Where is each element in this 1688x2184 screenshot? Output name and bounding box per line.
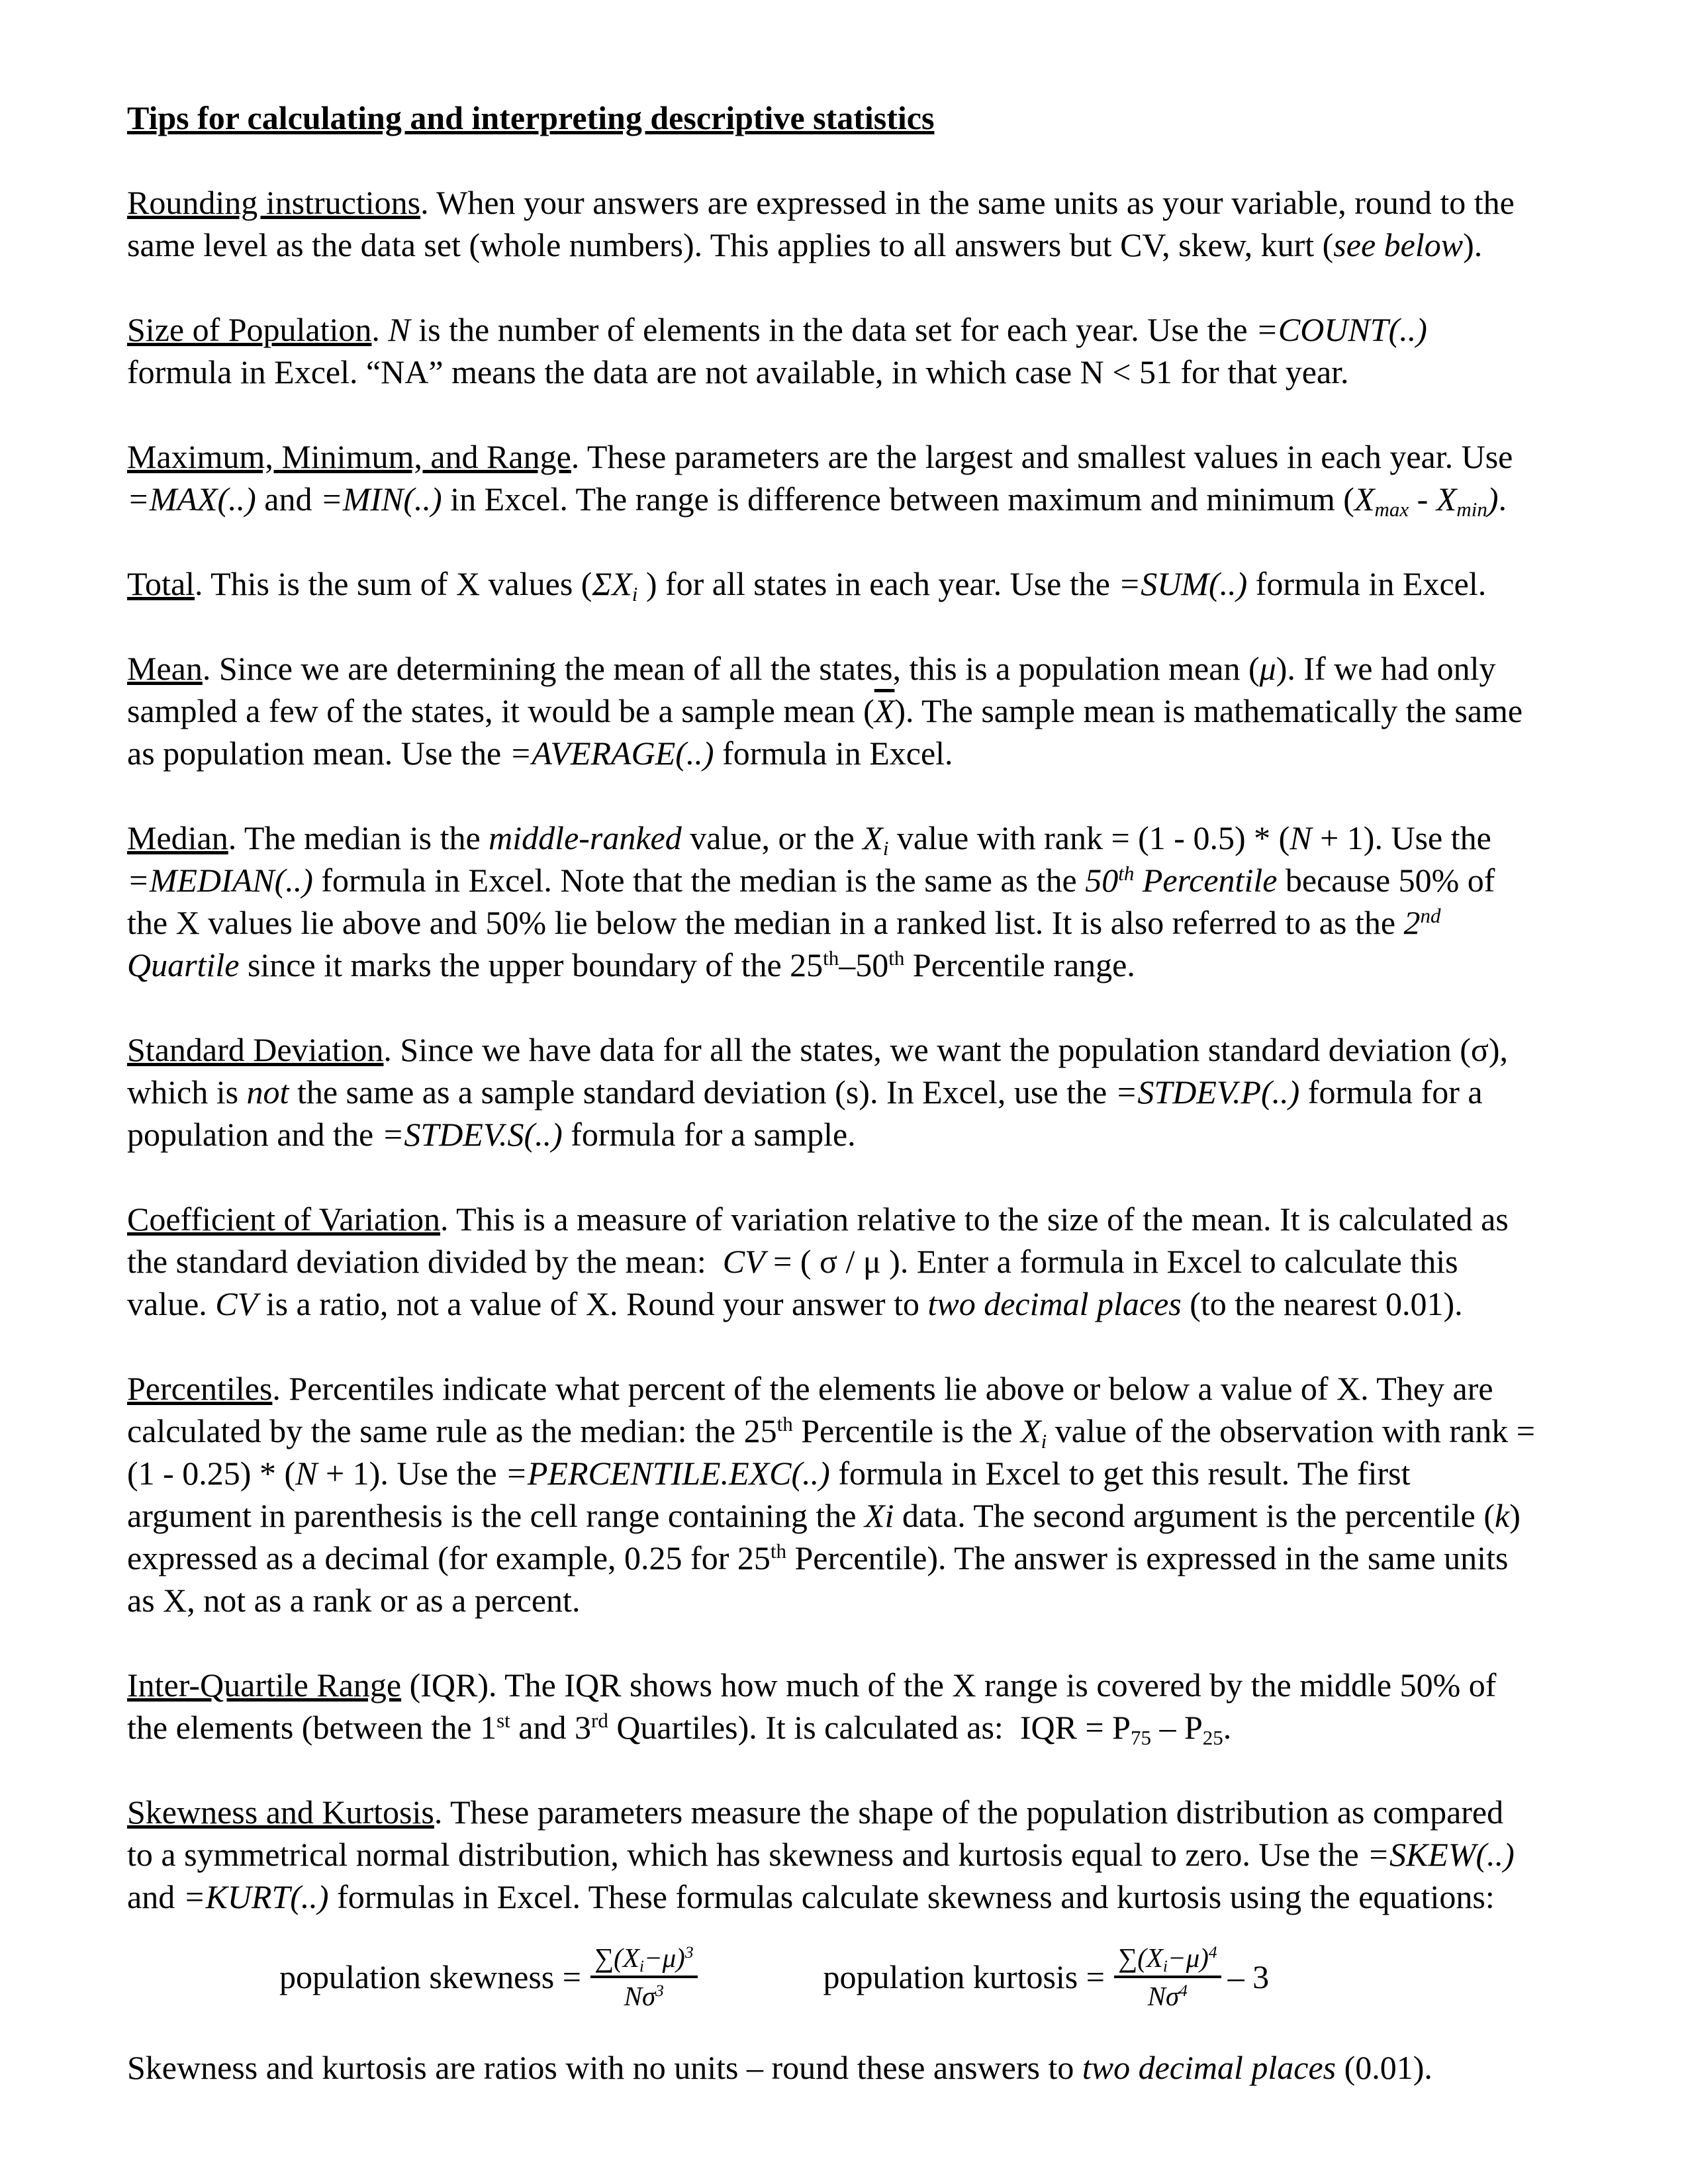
paragraph-total: Total. This is the sum of X values (ΣXi ) for all states in each year. Use the =SUM(..) formula in Excel. bbox=[127, 565, 1487, 606]
paragraph-inter-quartile-range: Inter-Quartile Range (IQR). The IQR shows how much of the X range is covered by the middle 50% of the elements (between the 1st and 3rd Quartiles). It is calculated as: IQR = P75 – P25. bbox=[127, 1666, 1497, 1749]
kurtosis-minus-three: – 3 bbox=[1227, 1958, 1270, 1995]
paragraph-skewness-kurtosis: Skewness and Kurtosis. These parameters measure the shape of the population distribution as compared to a symmetrical normal distribution, which has skewness and kurtosis equal to zero. Use the =SKEW(..) and =KURT(..) formulas in Excel. These formulas calculate skewness and kurtosis using the equations: bbox=[127, 1794, 1515, 1915]
skewness-fraction bbox=[590, 1942, 698, 2013]
equation-row bbox=[127, 1927, 1615, 2026]
paragraph-standard-deviation: Standard Deviation. Since we have data for all the states, we want the population standard deviation (σ), which is not the same as a sample standard deviation (s). In Excel, use the =STDEV.P(..) formula for a population and the =STDEV.S(..) formula for a sample. bbox=[127, 1031, 1509, 1153]
paragraph-size-of-population: Size of Population. N is the number of elements in the data set for each year. Use the =COUNT(..) formula in Excel. “NA” means the data are not available, in which case N < 51 for that year. bbox=[127, 311, 1427, 390]
kurtosis-fraction bbox=[1114, 1942, 1221, 2013]
kurtosis-denominator: $N\sigma^4$ bbox=[1147, 1981, 1188, 2011]
paragraph-median: Median. The median is the middle-ranked value, or the Xi value with rank = (1 - 0.5) * (N + 1). Use the =MEDIAN(..) formula in Excel. Note that the median is the same as the 50th Percentile because 50% of the X values lie above and 50% lie below the median in a ranked list. It is also referred to as the 2nd Quartile since it marks the upper boundary of the 25th–50th Percentile range. bbox=[127, 819, 1495, 983]
paragraph-percentiles: Percentiles. Percentiles indicate what percent of the elements lie above or below a value of X. They are calculated by the same rule as the median: the 25th Percentile is the Xi value of the observation with rank = (1 - 0.25) * (N + 1). Use the =PERCENTILE.EXC(..) formula in Excel to get this result. The first argument in parenthesis is the cell range containing the Xi data. The second argument is the percentile (k) expressed as a decimal (for example, 0.25 for 25th Percentile). The answer is expressed in the same units as X, not as a rank or as a percent. bbox=[127, 1370, 1535, 1619]
page-title: Tips for calculating and interpreting descriptive statistics bbox=[127, 99, 935, 136]
paragraph-mean: Mean. Since we are determining the mean of all the states, this is a population mean (μ). If we had only sampled a few of the states, it would be a sample mean $(\overline{X})$. The sample mean is mathematically the same as population mean. Use the =AVERAGE(..) formula in Excel. bbox=[127, 650, 1523, 772]
paragraph-coefficient-of-variation: Coefficient of Variation. This is a measure of variation relative to the size of the mean. It is calculated as the standard deviation divided by the mean: CV = ( σ / μ ). Enter a formula in Excel to calculate this value. CV is a ratio, not a value of X. Round your answer to two decimal places (to the nearest 0.01). bbox=[127, 1201, 1509, 1322]
skewness-denominator: $N\sigma^3$ bbox=[624, 1981, 664, 2011]
skewness-equation-label: population skewness = bbox=[279, 1958, 581, 1995]
skewness-numerator: $\sum(Xi-\mu)^3$ bbox=[590, 1942, 698, 1978]
kurtosis-equation-label: population kurtosis = bbox=[823, 1958, 1105, 1995]
paragraph-closing-note: Skewness and kurtosis are ratios with no units – round these answers to two decimal places (0.01). bbox=[127, 2049, 1432, 2086]
paragraph-rounding-instructions: Rounding instructions. When your answers are expressed in the same units as your variable, round to the same level as the data set (whole numbers). This applies to all answers but CV, skew, kurt (see below). bbox=[127, 184, 1515, 263]
paragraph-maximum-minimum-range: Maximum, Minimum, and Range. These parameters are the largest and smallest values in each year. Use =MAX(..) and =MIN(..) in Excel. The range is difference between maximum and minimum (Xmax - Xmin). bbox=[127, 438, 1513, 521]
kurtosis-numerator: $\sum(Xi-\mu)^4$ bbox=[1114, 1942, 1221, 1978]
